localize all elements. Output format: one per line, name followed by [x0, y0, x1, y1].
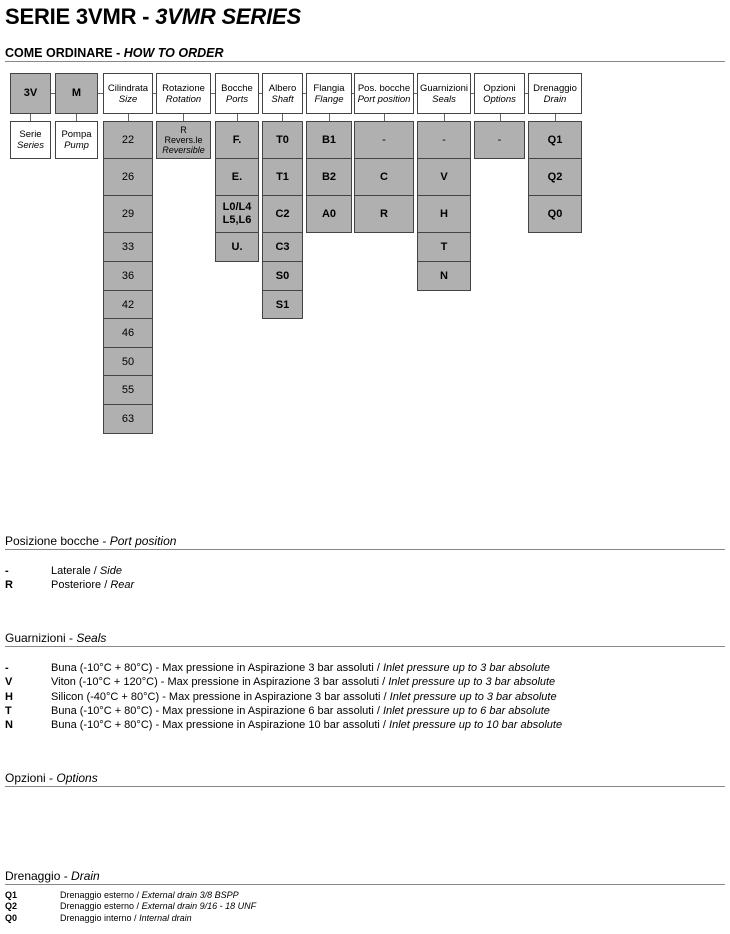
- shaft-option: C3: [262, 232, 303, 262]
- list-item: V Viton (-10°C + 120°C) - Max pressione in Aspirazione 3 bar assoluti / Inlet pressure up to 3 bar absolute: [5, 676, 556, 689]
- list-item: - Laterale / Side: [5, 565, 122, 578]
- size-option: 50: [103, 347, 153, 376]
- list-item: T Buna (-10°C + 80°C) - Max pressione in Aspirazione 6 bar assoluti / Inlet pressure up to 6 bar absolute: [5, 705, 550, 718]
- flange-column: [306, 122, 352, 233]
- seals-option: V: [417, 158, 471, 196]
- header-seals: Guarnizioni Seals: [417, 73, 471, 114]
- drain-option: Q2: [528, 158, 582, 196]
- serie-label-cell: Serie Series: [10, 121, 51, 159]
- size-option: 63: [103, 404, 153, 434]
- seals-option: H: [417, 195, 471, 233]
- serie-column: [10, 122, 51, 159]
- port-position-option: R: [354, 195, 414, 233]
- size-option: 33: [103, 232, 153, 262]
- shaft-option: T1: [262, 158, 303, 196]
- port-position-heading: Posizione bocche - Port position: [5, 534, 725, 550]
- list-item: Q0 Drenaggio interno / Internal drain: [5, 912, 192, 923]
- ports-option: E.: [215, 158, 259, 196]
- header-drain: Drenaggio Drain: [528, 73, 582, 114]
- drain-heading: Drenaggio - Drain: [5, 869, 725, 885]
- flange-option: A0: [306, 195, 352, 233]
- port-position-option: C: [354, 158, 414, 196]
- size-option: 22: [103, 121, 153, 159]
- options-column: [474, 122, 525, 159]
- list-item: R Posteriore / Rear: [5, 579, 135, 592]
- header-rotation: Rotazione Rotation: [156, 73, 211, 114]
- size-option: 55: [103, 375, 153, 405]
- seals-option: N: [417, 261, 471, 291]
- header-flange: Flangia Flange: [306, 73, 352, 114]
- size-option: 29: [103, 195, 153, 233]
- ports-option: F.: [215, 121, 259, 159]
- seals-heading: Guarnizioni - Seals: [5, 631, 725, 647]
- header-serie: 3V: [10, 73, 51, 114]
- header-pump: M: [55, 73, 98, 114]
- drain-list: [5, 889, 256, 924]
- list-item: Q1 Drenaggio esterno / External drain 3/8 BSPP: [5, 889, 239, 900]
- header-shaft: Albero Shaft: [262, 73, 303, 114]
- drain-option: Q0: [528, 195, 582, 233]
- size-option: 46: [103, 318, 153, 348]
- ports-option: U.: [215, 232, 259, 262]
- flange-option: B2: [306, 158, 352, 196]
- header-size: Cilindrata Size: [103, 73, 153, 114]
- size-column: [103, 122, 153, 434]
- rotation-option: R Revers.le Reversible: [156, 121, 211, 159]
- ordering-code-diagram: [0, 0, 730, 440]
- seals-column: [417, 122, 471, 291]
- seals-option: -: [417, 121, 471, 159]
- page-title: SERIE 3VMR - 3VMR SERIES: [5, 4, 301, 29]
- header-port-position: Pos. bocche Port position: [354, 73, 414, 114]
- pump-label-cell: Pompa Pump: [55, 121, 98, 159]
- seals-option: T: [417, 232, 471, 262]
- shaft-option: T0: [262, 121, 303, 159]
- options-option: -: [474, 121, 525, 159]
- drain-option: Q1: [528, 121, 582, 159]
- shaft-column: [262, 122, 303, 319]
- drain-column: [528, 122, 582, 233]
- how-to-order-heading: COME ORDINARE - HOW TO ORDER: [5, 46, 725, 62]
- header-ports: Bocche Ports: [215, 73, 259, 114]
- list-item: N Buna (-10°C + 80°C) - Max pressione in Aspirazione 10 bar assoluti / Inlet pressure up to 10 bar absolute: [5, 719, 563, 732]
- shaft-option: C2: [262, 195, 303, 233]
- options-heading: Opzioni - Options: [5, 771, 725, 787]
- seals-list: [5, 661, 562, 732]
- port-position-option: -: [354, 121, 414, 159]
- list-item: - Buna (-10°C + 80°C) - Max pressione in Aspirazione 3 bar assoluti / Inlet pressure up to 3 bar absolute: [5, 662, 550, 675]
- list-item: H Silicon (-40°C + 80°C) - Max pressione in Aspirazione 3 bar assoluti / Inlet pressure up to 3 bar absolute: [5, 690, 557, 703]
- ports-option: L0/L4 L5,L6: [215, 195, 259, 233]
- port-position-column: [354, 122, 414, 233]
- list-item: Q2 Drenaggio esterno / External drain 9/16 - 18 UNF: [5, 901, 257, 912]
- size-option: 42: [103, 290, 153, 319]
- flange-option: B1: [306, 121, 352, 159]
- size-option: 26: [103, 158, 153, 196]
- pump-column: [55, 122, 98, 159]
- ports-column: [215, 122, 259, 262]
- rotation-column: [156, 122, 211, 159]
- port-position-list: [5, 564, 134, 593]
- size-option: 36: [103, 261, 153, 291]
- header-options: Opzioni Options: [474, 73, 525, 114]
- shaft-option: S1: [262, 290, 303, 319]
- shaft-option: S0: [262, 261, 303, 291]
